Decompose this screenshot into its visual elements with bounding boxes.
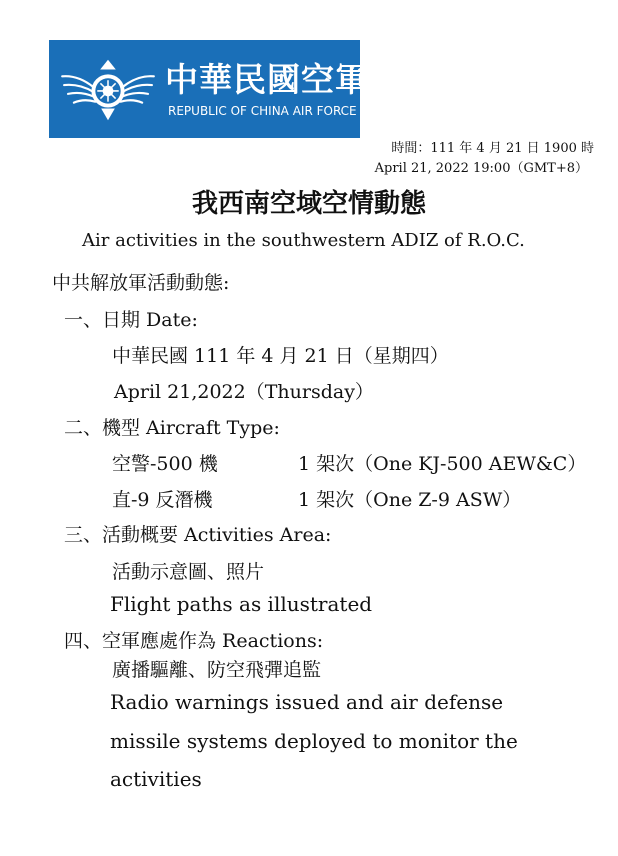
- report-time-zh: 時間：111 年 4 月 21 日 1900 時: [391, 141, 594, 156]
- section-area-heading: 三、活動概要 Activities Area:: [64, 524, 332, 546]
- aircraft-item-name: 直-9 反潛機: [112, 489, 213, 511]
- section-reactions-en-line: Radio warnings issued and air defense: [110, 690, 504, 714]
- aircraft-item-count: 1 架次（One KJ-500 AEW&C）: [298, 453, 587, 475]
- page-title: 我西南空域空情動態: [191, 189, 426, 219]
- section-reactions-en-line: missile systems deployed to monitor the: [110, 729, 518, 753]
- report-time-en: April 21, 2022 19:00（GMT+8）: [374, 161, 588, 176]
- section-area-en: Flight paths as illustrated: [110, 592, 373, 616]
- section-date-heading: 一、日期 Date:: [64, 309, 198, 331]
- section-date-zh: 中華民國 111 年 4 月 21 日（星期四）: [112, 345, 449, 367]
- page-subtitle: Air activities in the southwestern ADIZ of R.O.C.: [82, 230, 525, 251]
- section-date-en: April 21,2022（Thursday）: [114, 381, 374, 403]
- banner-title-en: REPUBLIC OF CHINA AIR FORCE: [168, 104, 357, 118]
- aircraft-item-name: 空警-500 機: [112, 453, 218, 475]
- banner-title-zh: 中華民國空軍: [165, 60, 369, 99]
- section-reactions-zh: 廣播驅離、防空飛彈追監: [112, 659, 322, 681]
- section-reactions-en-line: activities: [110, 767, 202, 791]
- roc-air-force-emblem-icon: [59, 50, 157, 128]
- section-reactions-heading: 四、空軍應處作為 Reactions:: [64, 630, 324, 652]
- section-aircraft-heading: 二、機型 Aircraft Type:: [64, 417, 280, 439]
- intro-heading: 中共解放軍活動動態:: [52, 272, 230, 294]
- aircraft-item-count: 1 架次（One Z-9 ASW）: [298, 489, 522, 511]
- roc-air-force-banner: [49, 40, 369, 138]
- section-area-zh: 活動示意圖、照片: [112, 561, 265, 583]
